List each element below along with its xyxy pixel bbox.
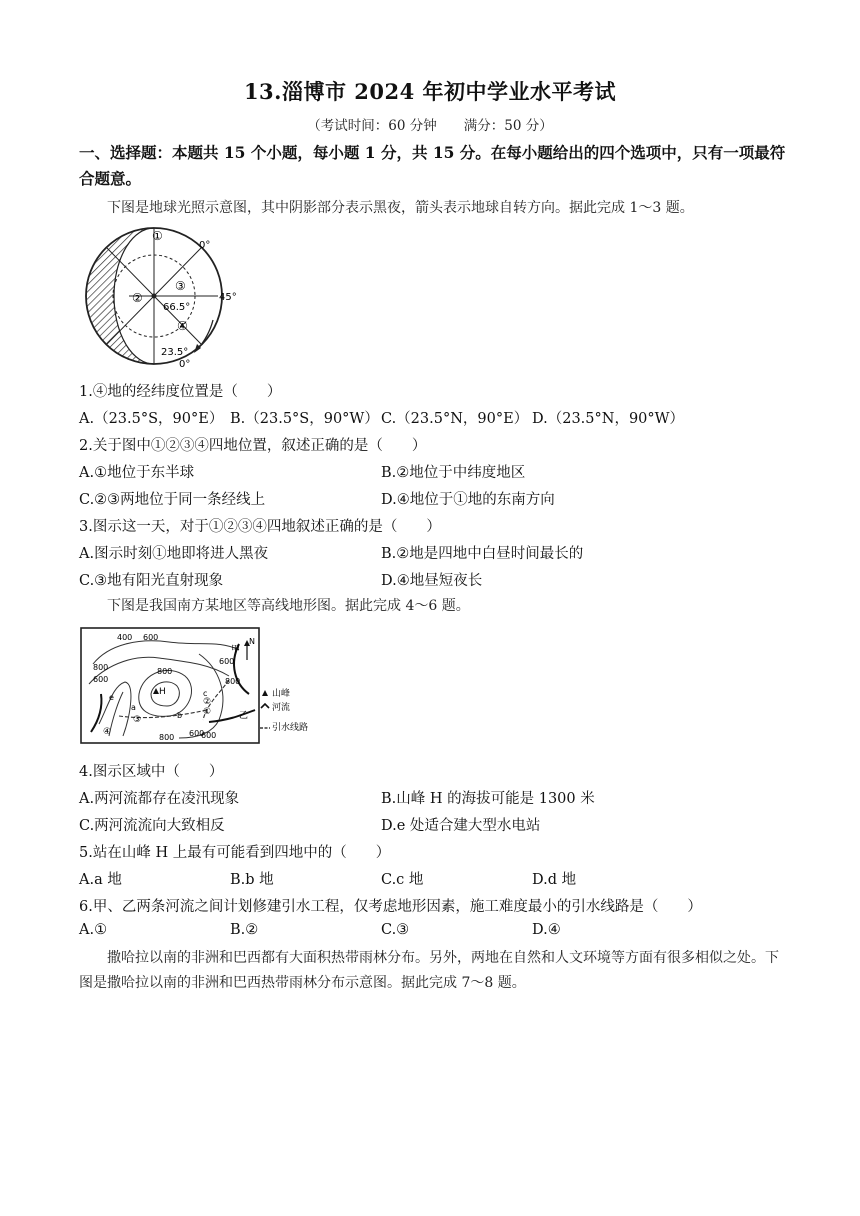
question-5: 5.站在山峰 H 上最有可能看到四地中的（ ） (79, 845, 391, 861)
q5-option-c[interactable]: C.c 地 (381, 872, 424, 888)
q2-option-a[interactable]: A.①地位于东半球 (79, 465, 195, 481)
place-c-label: c (203, 689, 208, 698)
intro-paragraph-1: 下图是地球光照示意图，其中阴影部分表示黑夜，箭头表示地球自转方向。据此完成 1～3 题。 (107, 200, 694, 216)
question-6: 6.甲、乙两条河流之间计划修建引水工程，仅考虑地形因素，施工难度最小的引水线路是（ ） (79, 899, 702, 915)
point-1-label: ① (152, 229, 163, 243)
legend-river-label: 河流 (272, 703, 291, 713)
q3-option-a[interactable]: A.图示时刻①地即将进人黑夜 (79, 546, 269, 562)
route-1-label: ① (203, 707, 212, 717)
contour-map-figure (79, 624, 309, 752)
q4-option-d[interactable]: D.e 处适合建大型水电站 (381, 818, 541, 834)
peak-h-label: H (159, 687, 166, 697)
point-2-label: ② (132, 291, 143, 305)
q3-option-d[interactable]: D.④地昼短夜长 (381, 573, 483, 589)
contour-label: 800 (93, 663, 109, 672)
earth-illumination-figure (79, 222, 249, 376)
latitude-66-label: 66.5° (163, 302, 191, 313)
q5-option-d[interactable]: D.d 地 (532, 872, 577, 888)
q6-option-d[interactable]: D.④ (532, 922, 561, 938)
q1-option-b[interactable]: B.（23.5°S，90°W） (230, 411, 379, 427)
q6-option-a[interactable]: A.① (79, 922, 108, 938)
q5-option-a[interactable]: A.a 地 (79, 872, 122, 888)
equator-label: 0° (179, 359, 191, 370)
place-b-label: b (177, 711, 183, 720)
q3-option-c[interactable]: C.③地有阳光直射现象 (79, 573, 224, 589)
contour-label: 800 (157, 667, 173, 676)
intro-paragraph-2: 下图是我国南方某地区等高线地形图。据此完成 4～6 题。 (107, 598, 470, 614)
meridian-0-label: 0° (199, 240, 211, 251)
point-4-label: ④ (177, 319, 188, 333)
q1-option-c[interactable]: C.（23.5°N，90°E） (381, 411, 529, 427)
question-1: 1.④地的经纬度位置是（ ） (79, 384, 282, 400)
q3-option-b[interactable]: B.②地是四地中白昼时间最长的 (381, 546, 584, 562)
place-a-label: a (131, 703, 136, 712)
page-title: 13.淄博市 2024 年初中学业水平考试 (243, 79, 617, 104)
q2-option-d[interactable]: D.④地位于①地的东南方向 (381, 492, 555, 508)
q6-option-b[interactable]: B.② (230, 922, 259, 938)
contour-label: 600 (201, 731, 217, 740)
exam-info: （考试时间：60 分钟 满分：50 分） (307, 118, 553, 134)
route-4-label: ④ (103, 727, 112, 737)
question-4: 4.图示区域中（ ） (79, 764, 224, 780)
place-e-label: e (109, 693, 114, 702)
route-3-label: ③ (133, 715, 142, 725)
river-jia-label: 甲 (231, 645, 241, 655)
q6-option-c[interactable]: C.③ (381, 922, 410, 938)
q4-option-c[interactable]: C.两河流流向大致相反 (79, 818, 225, 834)
legend-peak-icon (262, 690, 268, 696)
q4-option-a[interactable]: A.两河流都存在凌汛现象 (79, 791, 240, 807)
q2-option-b[interactable]: B.②地位于中纬度地区 (381, 465, 526, 481)
north-label: N (249, 637, 255, 646)
legend-route-label: 引水线路 (272, 723, 309, 733)
question-3: 3.图示这一天，对于①②③④四地叙述正确的是（ ） (79, 519, 441, 535)
route-2-label: ② (203, 697, 212, 707)
latitude-23-label: 23.5° (161, 347, 189, 358)
meridian-45-label: 45° (219, 292, 237, 303)
section-heading: 一、选择题：本题共 15 个小题，每小题 1 分，共 15 分。在每小题给出的四个选项中，只有一项最符合题意。 (79, 143, 786, 188)
legend-peak-label: 山峰 (272, 689, 291, 699)
q1-option-d[interactable]: D.（23.5°N，90°W） (532, 411, 685, 427)
q5-option-b[interactable]: B.b 地 (230, 872, 274, 888)
legend-river-icon (261, 704, 269, 708)
contour-label: 400 (117, 633, 133, 642)
contour-label: 600 (219, 657, 235, 666)
question-2: 2.关于图中①②③④四地位置，叙述正确的是（ ） (79, 438, 427, 454)
q1-option-a[interactable]: A.（23.5°S，90°E） (79, 411, 224, 427)
contour-label: 800 (159, 733, 175, 742)
point-3-label: ③ (175, 279, 186, 293)
q4-option-b[interactable]: B.山峰 H 的海拔可能是 1300 米 (381, 791, 595, 807)
river-yi-label: 乙 (239, 711, 249, 721)
contour-label: 600 (189, 729, 205, 738)
contour-label: 800 (225, 677, 241, 686)
contour-label: 600 (143, 633, 159, 642)
q2-option-c[interactable]: C.②③两地位于同一条经线上 (79, 492, 266, 508)
contour-label: 600 (93, 675, 109, 684)
intro-paragraph-3: 撒哈拉以南的非洲和巴西都有大面积热带雨林分布。另外，两地在自然和人文环境等方面有很多相似之处。下图是撒哈拉以南的非洲和巴西热带雨林分布示意图。据此完成 7～8 题。 (79, 950, 779, 991)
